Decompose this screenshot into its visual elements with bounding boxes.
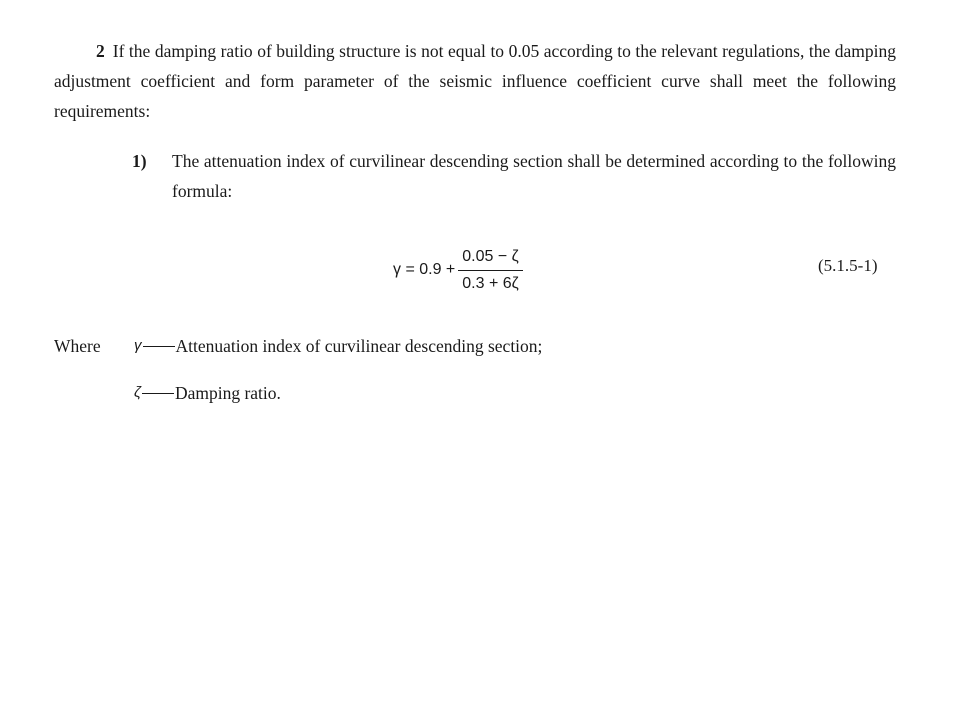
list-item-number: 1) [132, 151, 147, 171]
formula-denominator: 0.3 + 6ζ [462, 274, 519, 292]
equation-number: (5.1.5-1) [818, 256, 878, 275]
formula-numerator: 0.05 − ζ [458, 246, 522, 271]
definition-dash [143, 346, 175, 347]
formula [393, 240, 523, 300]
clause-text: If the damping ratio of building structure is not equal to 0.05 according to the relevant regulations, the damping adjustment coefficient and form parameter of the seismic influence coefficient curve shall meet the following requirements: [54, 41, 896, 121]
clause-paragraph [54, 36, 896, 126]
list-item [132, 146, 896, 206]
formula-fraction [458, 246, 522, 295]
where-definition-1 [54, 333, 542, 359]
definition-text: Attenuation index of curvilinear descending section; [175, 336, 543, 356]
definition-text: Damping ratio. [174, 383, 281, 403]
clause-number: 2 [96, 41, 105, 61]
formula-lhs: γ = 0.9 + [393, 261, 456, 278]
where-label: Where [54, 336, 101, 356]
definition-symbol: γ [134, 337, 142, 354]
list-item-text: The attenuation index of curvilinear descending section shall be determined according to the following formula: [172, 151, 896, 201]
where-definition-2 [134, 380, 281, 406]
definition-symbol: ζ [134, 384, 141, 401]
definition-dash [142, 393, 174, 394]
